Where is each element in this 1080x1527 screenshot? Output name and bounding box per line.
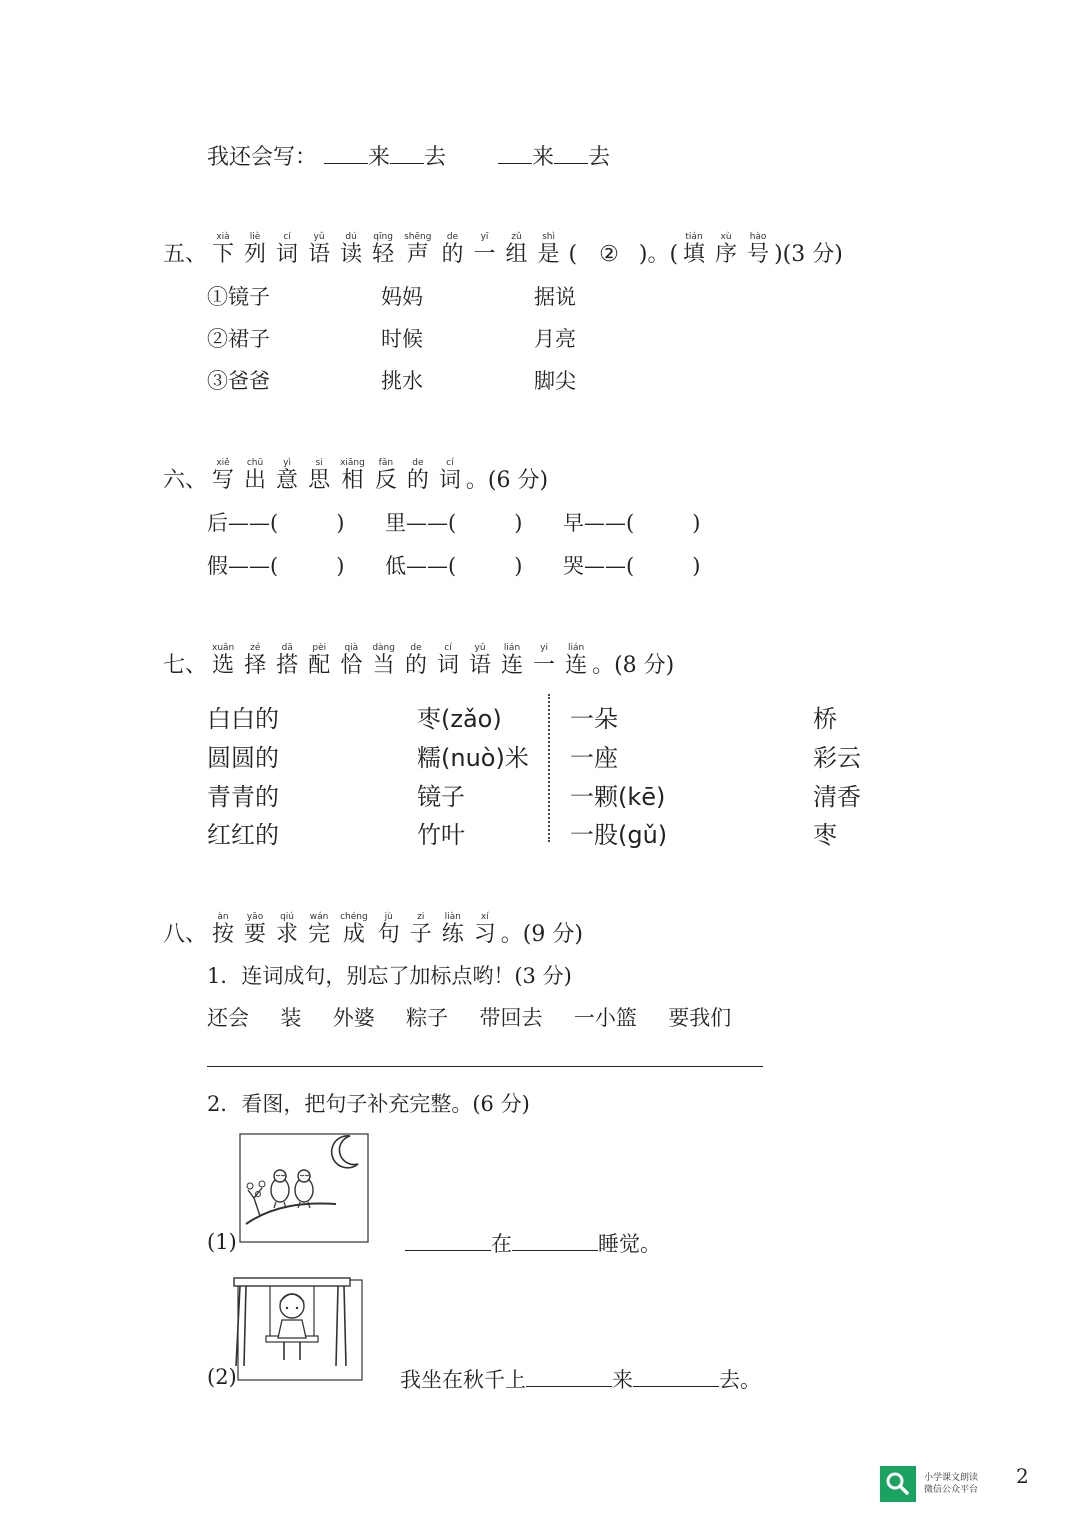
score: 。(6 分) xyxy=(465,468,549,493)
swing-illustration xyxy=(232,1276,366,1384)
pinyin-title xyxy=(207,232,565,268)
match-right-4[interactable]: 竹叶 xyxy=(417,821,465,849)
pinyin-char: shēng 声 xyxy=(404,232,432,267)
pinyin-char: yi 一 xyxy=(533,643,556,678)
score: 。(9 分) xyxy=(500,922,583,947)
measure-word-1[interactable]: 一朵 xyxy=(570,705,618,733)
answer-mark[interactable]: ② xyxy=(599,242,619,267)
pinyin-char: xuǎn 选 xyxy=(212,643,235,678)
answer-line[interactable] xyxy=(207,1066,763,1067)
match-left-4[interactable]: 红红的 xyxy=(207,821,279,849)
match-left-3[interactable]: 青青的 xyxy=(207,783,279,811)
pinyin-title xyxy=(207,643,592,679)
paren-close: )。( xyxy=(638,242,679,267)
word-chip: 一小篮 xyxy=(573,1006,637,1030)
match-right-3[interactable]: 镜子 xyxy=(417,783,465,811)
pinyin-char: de 的 xyxy=(404,643,427,678)
word-chip: 要我们 xyxy=(668,1006,732,1030)
pinyin-char: dàng 当 xyxy=(372,643,395,678)
word-lai: 来 xyxy=(368,145,391,170)
word-chip: 外婆 xyxy=(332,1006,375,1030)
page-number: 2 xyxy=(1016,1464,1029,1488)
search-icon xyxy=(880,1466,916,1502)
picture-2-sentence[interactable]: 我坐在秋千上 来 去。 xyxy=(400,1368,761,1392)
score: 。(8 分) xyxy=(592,653,675,678)
word-chip: 还会 xyxy=(207,1006,249,1030)
pinyin-char: zi 子 xyxy=(409,912,432,947)
word-qu: 去 xyxy=(424,145,447,170)
dotted-divider xyxy=(548,694,550,842)
pinyin-char: de 的 xyxy=(441,232,464,267)
pinyin-char: xiě 写 xyxy=(212,458,235,493)
measure-word-2[interactable]: 一座 xyxy=(570,744,618,772)
extra-writing-line xyxy=(207,140,610,171)
pinyin-char: àn 按 xyxy=(212,912,235,947)
pinyin-char: cí 词 xyxy=(437,643,460,678)
s5-row1-c: 据说 xyxy=(534,285,576,309)
s6-item[interactable]: 后——( ) xyxy=(207,511,345,535)
blank[interactable] xyxy=(554,143,588,164)
word-chip: 粽子 xyxy=(406,1006,449,1030)
blank[interactable] xyxy=(324,143,368,164)
section8-title xyxy=(163,912,583,948)
pinyin-char: yì 意 xyxy=(276,458,299,493)
word-lai: 来 xyxy=(532,145,555,170)
pinyin-hint xyxy=(678,232,774,268)
pinyin-char: zé 择 xyxy=(244,643,267,678)
s6-item[interactable]: 早——( ) xyxy=(563,511,701,535)
section7-title xyxy=(163,643,674,679)
pinyin-char: fǎn 反 xyxy=(374,458,397,493)
question-1: 1．连词成句，别忘了加标点哟！(3 分) xyxy=(207,964,572,988)
section-number: 五、 xyxy=(163,242,208,267)
blank[interactable] xyxy=(633,1366,719,1387)
noun-2[interactable]: 彩云 xyxy=(813,744,861,772)
word-chip: 装 xyxy=(280,1006,302,1030)
s5-row2-a: ②裙子 xyxy=(207,327,270,351)
pinyin-char: yǔ 语 xyxy=(308,232,331,267)
pinyin-char: xù 序 xyxy=(715,232,738,267)
question-2: 2．看图，把句子补充完整。(6 分) xyxy=(207,1092,530,1116)
pinyin-char: tián 填 xyxy=(683,232,706,267)
pinyin-char: lián 连 xyxy=(565,643,588,678)
s5-row3-b: 挑水 xyxy=(381,369,423,393)
section5-title xyxy=(163,232,843,268)
s5-row2-b: 时候 xyxy=(381,327,423,351)
s5-row3-a: ③爸爸 xyxy=(207,369,270,393)
score: )(3 分) xyxy=(774,242,843,267)
wechat-logo xyxy=(880,1466,1006,1502)
birds-moon-illustration xyxy=(232,1128,372,1246)
pinyin-title xyxy=(207,458,466,494)
pinyin-char: yī 一 xyxy=(473,232,496,267)
pinyin-char: qiú 求 xyxy=(276,912,299,947)
match-left-2[interactable]: 圆圆的 xyxy=(207,744,279,772)
match-right-1[interactable]: 枣(zǎo) xyxy=(417,705,502,733)
section6-title xyxy=(163,458,548,494)
pinyin-char: cí 词 xyxy=(276,232,299,267)
word-bank xyxy=(207,1002,731,1032)
logo-line1: 小学课文朗读 xyxy=(924,1473,979,1483)
pinyin-char: xí 习 xyxy=(473,912,496,947)
extra-writing-label: 我还会写： xyxy=(207,145,318,170)
logo-line2: 微信公众平台 xyxy=(924,1485,979,1495)
pinyin-char: dú 读 xyxy=(340,232,363,267)
blank[interactable] xyxy=(498,143,532,164)
picture-1-sentence[interactable]: 在 睡觉。 xyxy=(405,1228,661,1258)
word-chip: 带回去 xyxy=(479,1006,543,1030)
word-qu: 去 xyxy=(588,145,611,170)
pinyin-char: yǔ 语 xyxy=(469,643,492,678)
pinyin-char: liàn 练 xyxy=(441,912,464,947)
s6-item[interactable]: 假——( ) xyxy=(207,554,345,578)
noun-4[interactable]: 枣 xyxy=(813,821,837,849)
paren-open: ( xyxy=(568,242,578,267)
section-number: 八、 xyxy=(163,922,208,947)
blank[interactable] xyxy=(405,1230,491,1251)
pinyin-char: shì 是 xyxy=(537,232,560,267)
pinyin-char: si 思 xyxy=(308,458,331,493)
match-left-1[interactable]: 白白的 xyxy=(207,705,279,733)
pinyin-char: qià 恰 xyxy=(340,643,363,678)
blank[interactable] xyxy=(390,143,424,164)
s5-row2-c: 月亮 xyxy=(534,327,576,351)
match-right-2[interactable]: 糯(nuò)米 xyxy=(417,744,529,772)
blank[interactable] xyxy=(526,1366,612,1387)
pinyin-char: qīng 轻 xyxy=(372,232,395,267)
section-number: 六、 xyxy=(163,468,208,493)
logo-text xyxy=(924,1472,978,1496)
pinyin-char: chéng 成 xyxy=(340,912,368,947)
pinyin-char: dā 搭 xyxy=(276,643,299,678)
s6-item[interactable]: 里——( ) xyxy=(385,511,523,535)
s5-row1-a: ①镜子 xyxy=(207,285,270,309)
pinyin-char: de 的 xyxy=(406,458,429,493)
pinyin-title xyxy=(207,912,501,948)
blank[interactable] xyxy=(512,1230,598,1251)
noun-3[interactable]: 清香 xyxy=(813,783,861,811)
picture-2-label: (2) xyxy=(207,1365,237,1389)
pinyin-char: jù 句 xyxy=(377,912,400,947)
moon-icon xyxy=(332,1136,358,1168)
noun-1[interactable]: 桥 xyxy=(813,705,837,733)
s5-row1-b: 妈妈 xyxy=(381,285,423,309)
pinyin-char: xià 下 xyxy=(212,232,235,267)
pinyin-char: yāo 要 xyxy=(244,912,267,947)
s6-item[interactable]: 哭——( ) xyxy=(563,554,701,578)
measure-word-4[interactable]: 一股(gǔ) xyxy=(570,821,668,849)
s5-row3-c: 脚尖 xyxy=(534,369,576,393)
pinyin-char: pèi 配 xyxy=(308,643,331,678)
picture-1-label: (1) xyxy=(207,1230,237,1254)
pinyin-char: liè 列 xyxy=(244,232,267,267)
pinyin-char: hào 号 xyxy=(747,232,770,267)
section-number: 七、 xyxy=(163,653,208,678)
pinyin-char: zǔ 组 xyxy=(505,232,528,267)
pinyin-char: cí 词 xyxy=(438,458,461,493)
pinyin-char: lián 连 xyxy=(501,643,524,678)
pinyin-char: chū 出 xyxy=(244,458,267,493)
pinyin-char: xiāng 相 xyxy=(340,458,365,493)
s6-item[interactable]: 低——( ) xyxy=(385,554,523,578)
measure-word-3[interactable]: 一颗(kē) xyxy=(570,783,666,811)
pinyin-char: wán 完 xyxy=(308,912,331,947)
logo-square xyxy=(880,1466,916,1502)
